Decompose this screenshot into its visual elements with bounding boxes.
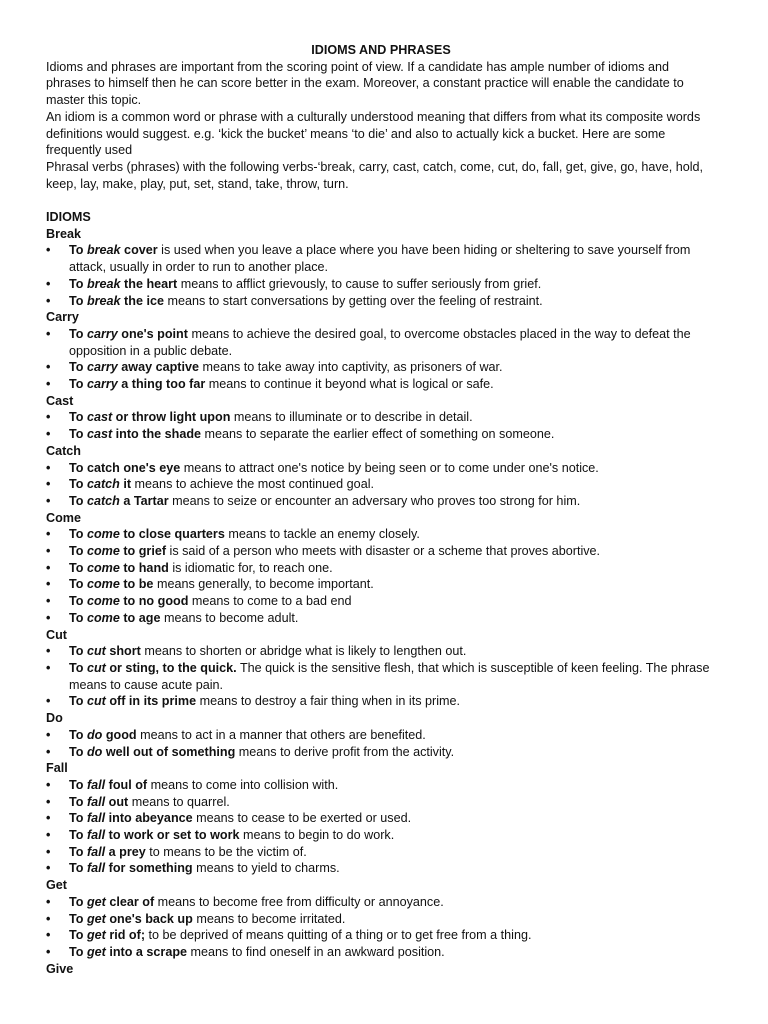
idiom-verb: do — [86, 744, 103, 759]
idiom-phrase: into a scrape — [105, 944, 188, 959]
idiom-meaning: means to cease to be exerted or used. — [192, 811, 412, 826]
idiom-lead-text: To — [69, 477, 87, 492]
bullet-icon: • — [46, 577, 51, 592]
idiom-list-cut — [46, 643, 716, 710]
idiom-verb: break — [86, 243, 121, 258]
idiom-lead-text: To — [69, 744, 87, 759]
idiom-list-item — [46, 643, 716, 660]
idiom-lead-text: To — [69, 844, 87, 859]
idiom-lead-text: To — [69, 377, 87, 392]
idiom-list-item — [46, 560, 716, 577]
idiom-list-item — [46, 276, 716, 293]
idiom-meaning: means to continue it beyond what is logical or safe. — [205, 377, 494, 392]
idiom-list-item — [46, 593, 716, 610]
idiom-verb: get — [86, 928, 106, 943]
idiom-lead-text: To — [69, 828, 87, 843]
idiom-meaning: means to afflict grievously, to cause to suffer seriously from grief. — [177, 276, 542, 291]
idiom-list-item — [46, 860, 716, 877]
idiom-verb: carry — [86, 326, 118, 341]
idiom-lead-text: To — [69, 293, 87, 308]
idiom-verb: come — [86, 560, 120, 575]
idiom-meaning: means to start conversations by getting over the feeling of restraint. — [163, 293, 543, 308]
idiom-phrase: one's back up — [105, 911, 193, 926]
idiom-verb: catch — [86, 493, 120, 508]
idiom-meaning: means to yield to charms. — [192, 861, 340, 876]
idiom-list-item — [46, 409, 716, 426]
idiom-phrase: off in its prime — [105, 694, 197, 709]
idiom-lead-text: To — [69, 527, 87, 542]
idiom-verb: fall — [86, 794, 106, 809]
idiom-meaning: means to destroy a fair thing when in its prime. — [196, 694, 461, 709]
bullet-icon: • — [46, 477, 51, 492]
bullet-icon: • — [46, 360, 51, 375]
idiom-list-item — [46, 810, 716, 827]
section-heading-catch: Catch — [46, 443, 81, 458]
idiom-lead-text: To — [69, 694, 87, 709]
idiom-list-do — [46, 727, 716, 760]
idiom-meaning: means to come into collision with. — [147, 777, 339, 792]
idiom-phrase: cover — [120, 243, 158, 258]
idiom-meaning: means to seize or encounter an adversary who proves too strong for him. — [168, 493, 581, 508]
idiom-meaning: means to take away into captivity, as prisoners of war. — [199, 360, 503, 375]
idiom-list-carry — [46, 326, 716, 393]
idiom-list-item — [46, 944, 716, 961]
idiom-lead-text: To — [69, 594, 87, 609]
idiom-phrase: short — [105, 644, 141, 659]
idiom-list-fall — [46, 777, 716, 877]
idiom-lead-text: To — [69, 610, 87, 625]
idiom-phrase: to be — [119, 577, 154, 592]
bullet-icon: • — [46, 493, 51, 508]
idiom-phrase: into abeyance — [105, 811, 193, 826]
idiom-meaning: The quick is the sensitive flesh, that which is susceptible of keen feeling. The phrase means to cause acute pain. — [69, 661, 710, 692]
bullet-icon: • — [46, 377, 51, 392]
idiom-lead-text: To — [69, 777, 87, 792]
idiom-meaning: is used when you leave a place where you have been hiding or sheltering to save yourself from attack, usually in order to run to another place. — [69, 243, 691, 275]
idiom-lead-text: To — [69, 928, 87, 943]
bullet-icon: • — [46, 911, 51, 926]
idiom-lead-text: To — [69, 493, 87, 508]
idiom-meaning: means to achieve the most continued goal. — [131, 477, 374, 492]
idiom-meaning: means to find oneself in an awkward position. — [187, 944, 445, 959]
bullet-icon: • — [46, 811, 51, 826]
bullet-icon: • — [46, 644, 51, 659]
idiom-lead-text: To — [69, 811, 87, 826]
idiom-phrase: a thing too far — [117, 377, 206, 392]
idiom-verb: come — [86, 527, 120, 542]
idiom-phrase: one's point — [117, 326, 188, 341]
idiom-meaning: means generally, to become important. — [153, 577, 374, 592]
bullet-icon: • — [46, 243, 51, 258]
idiom-verb: do — [86, 727, 103, 742]
idiom-meaning: means to quarrel. — [128, 794, 230, 809]
idiom-list-item — [46, 326, 716, 359]
idiom-phrase: to close quarters — [119, 527, 225, 542]
idiom-list-get — [46, 894, 716, 961]
idiom-phrase: the heart — [120, 276, 178, 291]
idiom-phrase: clear of — [105, 894, 155, 909]
idiom-verb: carry — [86, 360, 118, 375]
idiom-phrase: or sting, to the quick. — [105, 661, 237, 675]
idiom-list-item — [46, 777, 716, 794]
section-heading-cast: Cast — [46, 393, 74, 408]
idiom-meaning: is said of a person who meets with disaster or a scheme that proves abortive. — [166, 544, 601, 559]
idiom-verb: come — [86, 610, 120, 625]
idiom-lead-text: To — [69, 326, 87, 341]
idiom-list-item — [46, 894, 716, 911]
bullet-icon: • — [46, 894, 51, 909]
idiom-lead-text: To — [69, 944, 87, 959]
idiom-lead-text: To — [69, 427, 87, 442]
bullet-icon: • — [46, 861, 51, 876]
idiom-verb: come — [86, 577, 120, 592]
idiom-lead-text: To — [69, 360, 87, 375]
idiom-verb: come — [86, 544, 120, 559]
bullet-icon: • — [46, 794, 51, 809]
bullet-icon: • — [46, 326, 51, 341]
idiom-meaning: means to attract one's notice by being seen or to come under one's notice. — [180, 460, 599, 475]
bullet-icon: • — [46, 276, 51, 291]
idiom-lead-text: To — [69, 243, 87, 258]
idiom-meaning: is idiomatic for, to reach one. — [168, 560, 333, 575]
idiom-verb: fall — [86, 861, 106, 876]
idiom-list-catch — [46, 460, 716, 510]
idiom-list-item — [46, 727, 716, 744]
section-heading-carry: Carry — [46, 310, 79, 325]
idiom-verb: cut — [86, 644, 106, 659]
idiom-verb: fall — [86, 844, 106, 859]
document-page — [46, 42, 716, 977]
idiom-verb: get — [86, 944, 106, 959]
idiom-phrase: out — [105, 794, 129, 809]
idiom-list-item — [46, 693, 716, 710]
idiom-lead-text: To — [69, 544, 87, 559]
bullet-icon: • — [46, 527, 51, 542]
bullet-icon: • — [46, 828, 51, 843]
idiom-meaning: means to derive profit from the activity. — [235, 744, 455, 759]
idiom-verb: fall — [86, 828, 106, 843]
idiom-meaning: means to begin to do work. — [239, 828, 395, 843]
bullet-icon: • — [46, 777, 51, 792]
bullet-icon: • — [46, 560, 51, 575]
idiom-phrase: to grief — [119, 544, 167, 559]
idiom-definition-paragraph: An idiom is a common word or phrase with a culturally understood meaning that differs from what its composite words definitions would suggest. e.g. ‘kick the bucket’ means ‘to die’ and also to actually kick a bucket. Here are some frequently used — [46, 109, 701, 158]
idiom-phrase: for something — [105, 861, 193, 876]
idiom-lead-text: To catch one's eye — [69, 460, 181, 475]
bullet-icon: • — [46, 410, 51, 425]
section-heading-fall: Fall — [46, 761, 68, 776]
idiom-list-item — [46, 911, 716, 928]
bullet-icon: • — [46, 293, 51, 308]
idiom-meaning: means to become adult. — [160, 610, 299, 625]
idiom-list-item — [46, 660, 716, 693]
idiom-verb: get — [86, 894, 106, 909]
idiom-list-item — [46, 476, 716, 493]
idiom-list-item — [46, 293, 716, 310]
idioms-heading: IDIOMS — [46, 210, 91, 225]
idiom-list-item — [46, 460, 716, 477]
idiom-verb: fall — [86, 811, 106, 826]
idiom-phrase: or throw light upon — [112, 410, 231, 425]
idiom-meaning: means to come to a bad end — [188, 594, 352, 609]
idiom-list-cast — [46, 409, 716, 442]
bullet-icon: • — [46, 694, 51, 709]
intro-paragraph: Idioms and phrases are important from the scoring point of view. If a candidate has ample number of idioms and phrases to himself then he can score better in the exam. Moreover, a constant practice will enable the candidate to master this topic. — [46, 59, 684, 108]
idiom-list-item — [46, 827, 716, 844]
idiom-phrase: well out of something — [102, 744, 236, 759]
idiom-list-item — [46, 376, 716, 393]
idiom-verb: cast — [86, 427, 113, 442]
idiom-meaning: to be deprived of means quitting of a thing or to get free from a thing. — [145, 928, 532, 943]
idiom-verb: cast — [86, 410, 113, 425]
idiom-list-item — [46, 844, 716, 861]
idiom-list-item — [46, 576, 716, 593]
phrasal-verbs-paragraph: Phrasal verbs (phrases) with the following verbs-‘break, carry, cast, catch, come, cut, do, fall, get, give, go, have, hold, keep, lay, make, play, put, set, stand, take, throw, turn. — [46, 159, 704, 191]
idiom-meaning: means to tackle an enemy closely. — [224, 527, 420, 542]
idiom-meaning: means to illuminate or to describe in detail. — [230, 410, 473, 425]
section-heading-give: Give — [46, 961, 74, 976]
idiom-lead-text: To — [69, 577, 87, 592]
idiom-phrase: foul of — [105, 777, 148, 792]
bullet-icon: • — [46, 744, 51, 759]
idiom-verb: break — [86, 276, 121, 291]
idiom-list-item — [46, 744, 716, 761]
bullet-icon: • — [46, 610, 51, 625]
bullet-icon: • — [46, 594, 51, 609]
idiom-list-item — [46, 359, 716, 376]
section-heading-get: Get — [46, 878, 67, 893]
bullet-icon: • — [46, 928, 51, 943]
idiom-meaning: means to separate the earlier effect of something on someone. — [201, 427, 555, 442]
idiom-list-break — [46, 242, 716, 309]
idiom-meaning: means to achieve the desired goal, to overcome obstacles placed in the way to defeat the opposition in a public debate. — [69, 326, 691, 358]
section-heading-cut: Cut — [46, 627, 67, 642]
idiom-verb: fall — [86, 777, 106, 792]
idiom-phrase: to hand — [119, 560, 169, 575]
idiom-phrase: good — [102, 727, 137, 742]
idiom-phrase: a Tartar — [119, 493, 169, 508]
idiom-phrase: to work or set to work — [105, 828, 240, 843]
idiom-verb: cut — [86, 694, 106, 709]
section-heading-do: Do — [46, 711, 63, 726]
bullet-icon: • — [46, 844, 51, 859]
bullet-icon: • — [46, 727, 51, 742]
idiom-list-item — [46, 426, 716, 443]
bullet-icon: • — [46, 944, 51, 959]
idiom-phrase: the ice — [120, 293, 164, 308]
idiom-list-item — [46, 794, 716, 811]
bullet-icon: • — [46, 460, 51, 475]
bullet-icon: • — [46, 427, 51, 442]
blank-line — [46, 192, 716, 209]
idiom-list-item — [46, 526, 716, 543]
idiom-list-item — [46, 493, 716, 510]
idiom-lead-text: To — [69, 794, 87, 809]
idiom-verb: carry — [86, 377, 118, 392]
idiom-sections — [46, 226, 716, 978]
idiom-phrase: to no good — [119, 594, 189, 609]
section-heading-come: Come — [46, 510, 81, 525]
idiom-lead-text: To — [69, 410, 87, 425]
idiom-lead-text: To — [69, 894, 87, 909]
idiom-meaning: to means to be the victim of. — [145, 844, 307, 859]
idiom-phrase: away captive — [117, 360, 199, 375]
idiom-phrase: it — [119, 477, 132, 492]
idiom-list-item — [46, 610, 716, 627]
idiom-phrase: rid of; — [105, 928, 146, 943]
idiom-lead-text: To — [69, 861, 87, 876]
idiom-list-come — [46, 526, 716, 626]
idiom-phrase: a prey — [105, 844, 146, 859]
idiom-list-item — [46, 242, 716, 275]
idiom-meaning: means to act in a manner that others are benefited. — [136, 727, 426, 742]
idiom-list-item — [46, 927, 716, 944]
idiom-phrase: into the shade — [112, 427, 202, 442]
idiom-lead-text: To — [69, 276, 87, 291]
idiom-lead-text: To — [69, 560, 87, 575]
idiom-meaning: means to become irritated. — [192, 911, 346, 926]
idiom-verb: come — [86, 594, 120, 609]
idiom-lead-text: To — [69, 911, 87, 926]
idiom-verb: cut — [86, 661, 106, 675]
idiom-lead-text: To — [69, 661, 87, 675]
idiom-verb: get — [86, 911, 106, 926]
idiom-verb: catch — [86, 477, 120, 492]
idiom-verb: break — [86, 293, 121, 308]
idiom-list-item — [46, 543, 716, 560]
bullet-icon: • — [46, 661, 51, 675]
idiom-meaning: means to shorten or abridge what is likely to lengthen out. — [140, 644, 467, 659]
idiom-meaning: means to become free from difficulty or annoyance. — [154, 894, 444, 909]
idiom-lead-text: To — [69, 727, 87, 742]
idiom-lead-text: To — [69, 644, 87, 659]
section-heading-break: Break — [46, 226, 82, 241]
bullet-icon: • — [46, 544, 51, 559]
page-title: IDIOMS AND PHRASES — [311, 43, 451, 57]
idiom-phrase: to age — [119, 610, 161, 625]
